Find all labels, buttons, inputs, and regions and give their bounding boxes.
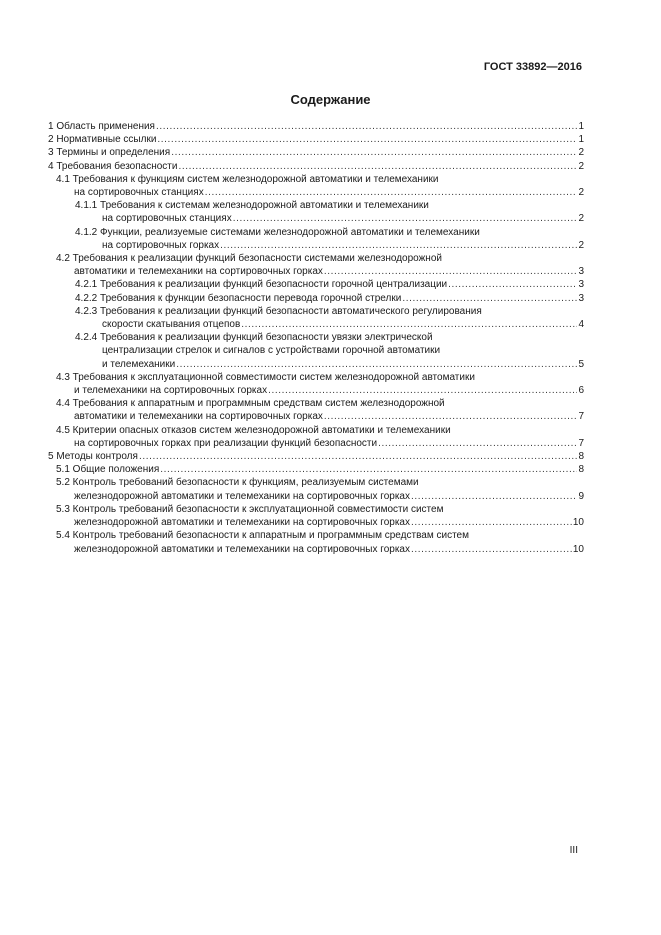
- toc-entry[interactable]: [48, 146, 584, 159]
- toc-entry[interactable]: [48, 424, 584, 450]
- dot-leader: [324, 265, 578, 278]
- dot-leader: [268, 384, 577, 397]
- toc-entry[interactable]: [48, 120, 584, 133]
- toc-entry[interactable]: [48, 160, 584, 173]
- toc-page-number: 10: [572, 543, 584, 555]
- toc-entry-text: 4.2 Требования к реализации функций безопасности системами железнодорожной: [56, 253, 442, 265]
- toc-page-number: 1: [578, 121, 584, 132]
- toc-entry-text: 4.2.3 Требования к реализации функций безопасности автоматического регулирования: [75, 305, 482, 317]
- toc-entry-text: 4.5 Критерии опасных отказов систем железнодорожной автоматики и телемеханики: [56, 424, 451, 436]
- toc-page-number: 3: [578, 292, 584, 304]
- dot-leader: [402, 292, 577, 305]
- toc-entry-text: автоматики и телемеханики на сортировочных горках: [74, 266, 323, 278]
- toc-entry[interactable]: [48, 226, 584, 252]
- toc-entry-text: на сортировочных станциях: [74, 187, 204, 199]
- toc-entry-text: централизации стрелок и сигналов с устройствами горочной автоматики: [102, 345, 441, 357]
- toc-entry-text: 4.2.4 Требования к реализации функций безопасности увязки электрической: [75, 332, 433, 344]
- toc-entry-text: железнодорожной автоматики и телемеханики на сортировочных горках: [74, 517, 410, 529]
- dot-leader: [160, 463, 577, 476]
- toc-entry[interactable]: [48, 133, 584, 146]
- toc-entry-text: и телемеханики: [102, 358, 176, 370]
- dot-leader: [176, 358, 577, 371]
- dot-leader: [448, 278, 577, 291]
- toc-entry-text: 4.2.1 Требования к реализации функций безопасности горочной централизации: [75, 279, 448, 291]
- toc-page-number: 2: [578, 187, 584, 199]
- dot-leader: [233, 212, 578, 225]
- dot-leader: [411, 543, 572, 556]
- toc-entry-text: на сортировочных станциях: [102, 213, 232, 225]
- table-of-contents: [48, 120, 584, 556]
- toc-page-number: 8: [578, 451, 584, 463]
- toc-entry-text: 4.1 Требования к функциям систем железнодорожной автоматики и телемеханики: [56, 173, 439, 185]
- toc-page-number: 6: [578, 385, 584, 397]
- toc-entry-text: 5.2 Контроль требований безопасности к функциям, реализуемым системами: [56, 477, 419, 489]
- toc-entry-text: на сортировочных горках: [102, 239, 220, 251]
- toc-page-number: 7: [578, 411, 584, 423]
- toc-entry-text: 4.3 Требования к эксплуатационной совместимости систем железнодорожной автоматики: [56, 371, 475, 383]
- toc-entry[interactable]: [48, 252, 584, 278]
- page-title: Содержание: [290, 92, 371, 107]
- dot-leader: [378, 437, 577, 450]
- toc-entry-text: 4.4 Требования к аппаратным и программным средствам систем железнодорожной: [56, 398, 445, 410]
- dot-leader: [171, 146, 577, 159]
- toc-entry-text: 2 Нормативные ссылки: [48, 134, 157, 146]
- toc-entry-text: 5.4 Контроль требований безопасности к аппаратным и программным средствам систем: [56, 530, 469, 542]
- toc-entry[interactable]: [48, 476, 584, 502]
- dot-leader: [411, 516, 572, 529]
- toc-entry-text: 1 Область применения: [48, 121, 155, 132]
- dot-leader: [205, 186, 578, 199]
- toc-page-number: 5: [578, 358, 584, 370]
- toc-entry[interactable]: [48, 331, 584, 371]
- dot-leader: [220, 239, 577, 252]
- toc-entry-text: автоматики и телемеханики на сортировочных горках: [74, 411, 323, 423]
- toc-entry-text: 4 Требования безопасности: [48, 160, 178, 172]
- toc-entry[interactable]: [48, 278, 584, 291]
- toc-page-number: 2: [578, 160, 584, 172]
- dot-leader: [241, 318, 577, 331]
- toc-entry[interactable]: [48, 371, 584, 397]
- toc-page-number: 4: [578, 319, 584, 331]
- toc-page-number: 10: [572, 517, 584, 529]
- toc-entry[interactable]: [48, 529, 584, 555]
- toc-entry-text: 5 Методы контроля: [48, 451, 138, 463]
- toc-entry-text: на сортировочных горках при реализации функций безопасности: [74, 437, 378, 449]
- dot-leader: [157, 133, 577, 146]
- toc-entry[interactable]: [48, 503, 584, 529]
- toc-entry-text: 4.1.1 Требования к системам железнодорожной автоматики и телемеханики: [75, 200, 429, 212]
- dot-leader: [178, 160, 577, 173]
- toc-entry[interactable]: [48, 305, 584, 331]
- page-number: III: [569, 845, 578, 856]
- toc-entry[interactable]: [48, 292, 584, 305]
- toc-page-number: 3: [578, 266, 584, 278]
- toc-page-number: 2: [578, 239, 584, 251]
- toc-entry-text: 4.2.2 Требования к функции безопасности перевода горочной стрелки: [75, 292, 402, 304]
- toc-entry[interactable]: [48, 199, 584, 225]
- toc-entry-text: 4.1.2 Функции, реализуемые системами железнодорожной автоматики и телемеханики: [75, 226, 480, 238]
- toc-entry[interactable]: [48, 173, 584, 199]
- toc-page-number: 9: [578, 490, 584, 502]
- dot-leader: [411, 490, 577, 503]
- toc-page-number: 1: [578, 134, 584, 146]
- document-code: ГОСТ 33892—2016: [483, 61, 582, 73]
- toc-entry-text: скорости скатывания отцепов: [102, 319, 241, 331]
- dot-leader: [139, 450, 578, 463]
- toc-entry-text: и телемеханики на сортировочных горках: [74, 385, 268, 397]
- toc-entry[interactable]: [48, 397, 584, 423]
- toc-entry-text: железнодорожной автоматики и телемеханики на сортировочных горках: [74, 490, 410, 502]
- toc-entry-text: железнодорожной автоматики и телемеханики на сортировочных горках: [74, 543, 410, 555]
- dot-leader: [324, 410, 578, 423]
- dot-leader: [156, 120, 577, 133]
- toc-page-number: 3: [578, 279, 584, 291]
- toc-entry-text: 5.3 Контроль требований безопасности к эксплуатационной совместимости систем: [56, 503, 444, 515]
- toc-entry-text: 3 Термины и определения: [48, 147, 171, 159]
- toc-page-number: 7: [578, 437, 584, 449]
- toc-page-number: 8: [578, 464, 584, 476]
- toc-entry-text: 5.1 Общие положения: [56, 464, 160, 476]
- toc-entry[interactable]: [48, 463, 584, 476]
- toc-page-number: 2: [578, 213, 584, 225]
- toc-entry[interactable]: [48, 450, 584, 463]
- toc-page-number: 2: [578, 147, 584, 159]
